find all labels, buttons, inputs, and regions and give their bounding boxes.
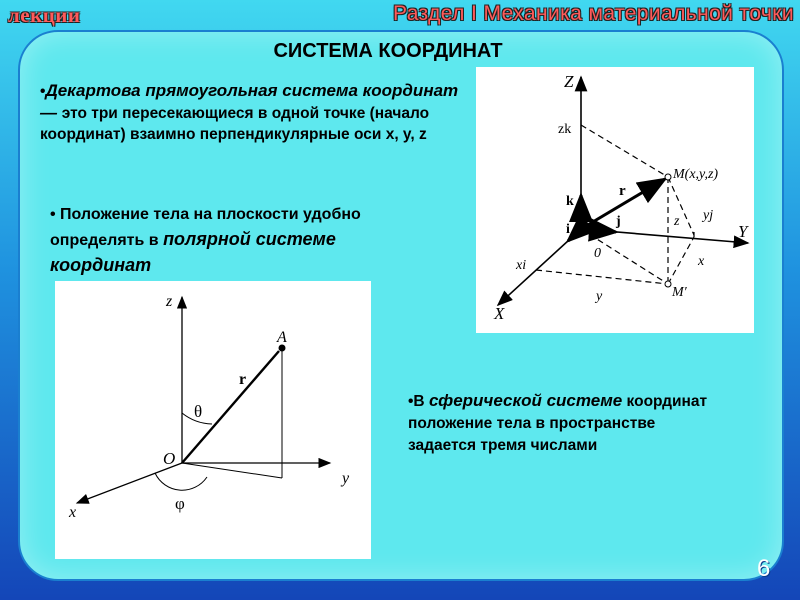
- spherical-figure: [55, 281, 371, 559]
- theta-label: θ: [194, 402, 203, 421]
- phi-arc: [155, 473, 207, 490]
- plane-projection: [182, 463, 282, 478]
- polar-term: полярной системе координат: [50, 229, 336, 275]
- i-label: i: [566, 222, 570, 237]
- point-m-prime-label: M′: [672, 285, 687, 300]
- yj-label: yj: [703, 208, 714, 223]
- bullet: •: [40, 83, 46, 100]
- point-a-label: A: [277, 329, 287, 346]
- spherical-diagram: [55, 281, 371, 559]
- z-axis-label: z: [166, 293, 173, 310]
- spherical-term: сферической системе: [428, 391, 623, 410]
- dash: —: [40, 103, 62, 122]
- point-m: [665, 174, 671, 180]
- zk-label: zk: [558, 122, 572, 137]
- bullet: •: [50, 206, 61, 223]
- polar-paragraph: [50, 202, 410, 279]
- k-label: k: [566, 194, 574, 209]
- z-axis-label: Z: [564, 72, 574, 91]
- r-label: r: [239, 371, 247, 388]
- origin-label: 0: [594, 246, 601, 261]
- y-axis-label: y: [342, 470, 350, 487]
- cartesian-term: Декартова прямоугольная система координат: [45, 81, 459, 100]
- spherical-text: координат положение тела в пространстве задается тремя числами: [408, 393, 708, 454]
- x-label: x: [698, 254, 705, 269]
- j-vector: [581, 229, 616, 232]
- z-label: z: [674, 214, 680, 229]
- projection-lines: [536, 125, 694, 284]
- bullet: •В: [408, 393, 429, 410]
- cartesian-diagram: [476, 67, 754, 333]
- section-title: Раздел I Механика материальной точки: [393, 2, 794, 25]
- lectures-tag: лекции: [8, 3, 81, 27]
- origin-label: O: [163, 449, 176, 468]
- r-label: r: [619, 183, 626, 199]
- x-axis-label: x: [69, 504, 77, 521]
- spherical-paragraph: [408, 390, 718, 457]
- slide-title: СИСТЕМА КООРДИНАТ: [273, 40, 503, 62]
- cartesian-definition: это три пересекающиеся в одной точке (начало координат) взаимно перпендикулярные оси x, y, z: [40, 105, 430, 143]
- xi-label: xi: [516, 258, 527, 273]
- point-m-label: M(x,y,z): [673, 167, 719, 182]
- cartesian-figure: [476, 67, 754, 333]
- cartesian-paragraph: [40, 80, 470, 145]
- x-axis-label: X: [494, 304, 505, 323]
- page-number: 6: [757, 555, 771, 582]
- i-vector: [568, 229, 581, 241]
- point-m-prime: [665, 281, 671, 287]
- y-axis-label: Y: [738, 222, 748, 241]
- phi-label: φ: [175, 494, 185, 513]
- polar-text: Положение тела на плоскости удобно определять в: [50, 206, 361, 249]
- j-label: j: [616, 214, 621, 229]
- y-label: y: [596, 289, 603, 304]
- x-axis-line: [77, 463, 182, 503]
